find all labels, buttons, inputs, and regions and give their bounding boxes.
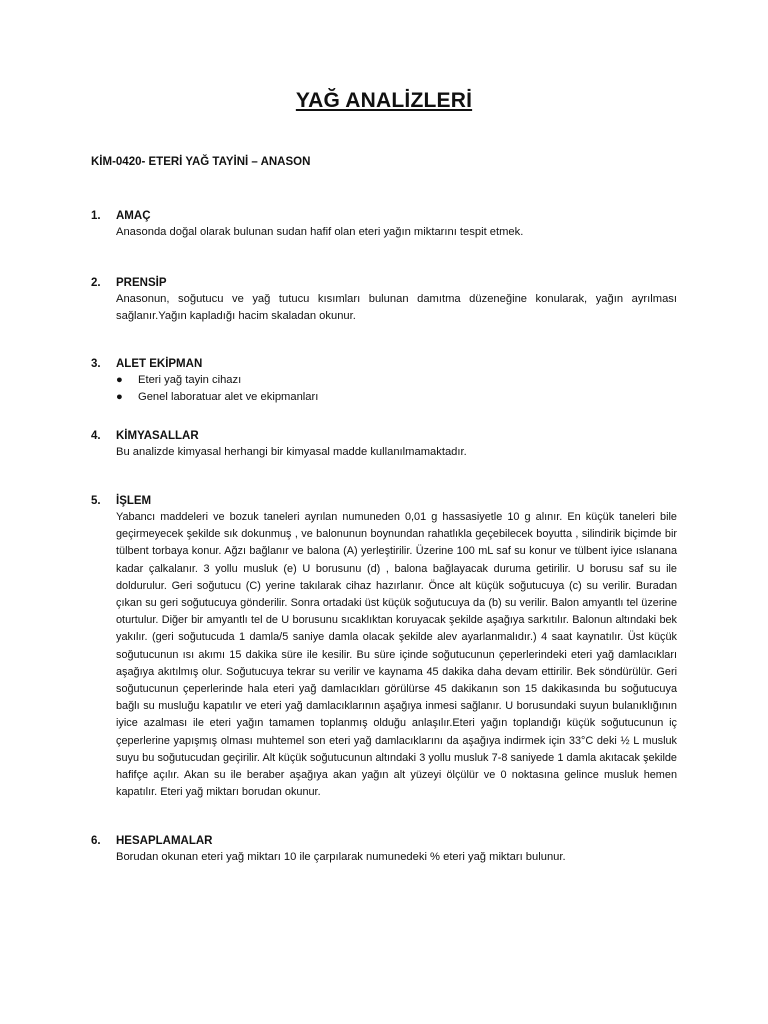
section-heading [91, 833, 677, 849]
list-item-text: Genel laboratuar alet ve ekipmanları [138, 391, 319, 403]
bullet-icon: ● [116, 391, 123, 403]
section-prensip [91, 275, 677, 324]
section-number: 5. [91, 495, 101, 507]
section-alet-ekipman [91, 356, 677, 406]
section-heading [91, 493, 677, 509]
list-item-text: Eteri yağ tayin cihazı [138, 374, 242, 386]
equipment-list [116, 372, 677, 406]
section-islem [91, 493, 677, 801]
section-title: ALET EKİPMAN [116, 358, 203, 370]
section-kimyasallar [91, 428, 677, 461]
section-hesaplamalar [91, 833, 677, 866]
section-heading [91, 275, 677, 291]
list-item [116, 389, 677, 406]
section-title: HESAPLAMALAR [116, 835, 213, 847]
section-heading [91, 356, 677, 372]
section-body: Bu analizde kimyasal herhangi bir kimyasal madde kullanılmamaktadır. [116, 446, 467, 458]
document-title: YAĞ ANALİZLERİ [295, 89, 473, 112]
document-subtitle: KİM-0420- ETERİ YAĞ TAYİNİ – ANASON [91, 156, 311, 168]
section-body: Borudan okunan eteri yağ miktarı 10 ile çarpılarak numunedeki % eteri yağ miktarı bulunur. [116, 851, 566, 863]
section-title: PRENSİP [116, 277, 167, 289]
section-heading [91, 428, 677, 444]
section-number: 6. [91, 835, 101, 847]
list-item [116, 372, 677, 389]
section-heading [91, 208, 677, 224]
section-number: 4. [91, 430, 101, 442]
section-title: KİMYASALLAR [116, 430, 199, 442]
section-amac [91, 208, 677, 241]
section-title: İŞLEM [116, 495, 152, 507]
section-body: Yabancı maddeleri ve bozuk taneleri ayrılan numuneden 0,01 g hassasiyetle 10 g alınır. En küçük taneleri bile geçirmeyecek şekilde sık dokunmuş , ve balonunun boynundan rahatlıkla geçebilecek boyutta , silindirik biçimde bir tülbent torbaya konur. Ağzı bağlanır ve balona (A) yerleştirilir. Üzerine 100 mL saf su konur ve tülbent iyice ıslanana kadar çalkalanır. 3 yollu musluk (e) U borusunu (d) , balona bağlayacak duruma getirilir. U borusu saf su ile doldurulur. Geri soğutucu (C) yerine takılarak cihaz hazırlanır. Önce alt küçük soğutucuya (c) su verilir. Buradan çıkan su geri soğutucuya gönderilir. Sonra ortadaki üst küçük soğutucuya da (b) su verilir. Balon amyantlı tel üzerine oturtulur. Diğer bir amyantlı tel de U borusunu sıcaklıktan koruyacak şekilde aşağıya sarkıtılır. Balonun altındaki bek yakılır. (geri soğutucuda 1 damla/5 saniye damla olacak şekilde alev ayarlanmalıdır.) 4 saat kaynatılır. Üst küçük soğutucunun ısı akımı 15 dakika süre ile kesilir. Bu süre içinde soğutucunun çeperlerindeki eteri yağ damlacıkları aşağıya akıtılmış olur. Soğutucuya tekrar su verilir ve kaynama 45 dakika daha devam ettirilir. Bek söndürülür. Geri soğutucunun çeperlerinde hala eteri yağ damlacıkları görülürse 45 dakikanın son 15 dakikasında bu soğutucuya bağlı su musluğu kapatılır ve eteri yağ damlacıklarının aşağıya inmesi sağlanır. U borusundaki suyun bulanıklığının iyice azalması ile eteri yağın tamamen toplanmış olduğu anlaşılır.Eteri yağın toplandığı küçük soğutucunun iç çeperlerine yapışmış olması muhtemel son eteri yağ damlacıklarını da aşağıya indirmek için 33°C deki ½ L musluk suyu bu soğutucudan geçirilir. Alt küçük soğutucunun altındaki 3 yollu musluk 7-8 saniyede 1 damla akıtacak şekilde hafifçe açılır. Akan su ile beraber aşağıya akan yağın alt yüzeyi ölçülür ve 0 noktasına gelince musluk hemen kapatılır. Eteri yağ miktarı borudan okunur. [116, 511, 677, 799]
section-body: Anasonun, soğutucu ve yağ tutucu kısımları bulunan damıtma düzeneğine konularak, yağın ayrılması sağlanır.Yağın kapladığı hacim skaladan okunur. [116, 293, 677, 322]
section-title: AMAÇ [116, 210, 151, 222]
section-number: 2. [91, 277, 101, 289]
section-number: 1. [91, 210, 101, 222]
section-body: Anasonda doğal olarak bulunan sudan hafif olan eteri yağın miktarını tespit etmek. [116, 226, 524, 238]
bullet-icon: ● [116, 374, 123, 386]
section-number: 3. [91, 358, 101, 370]
